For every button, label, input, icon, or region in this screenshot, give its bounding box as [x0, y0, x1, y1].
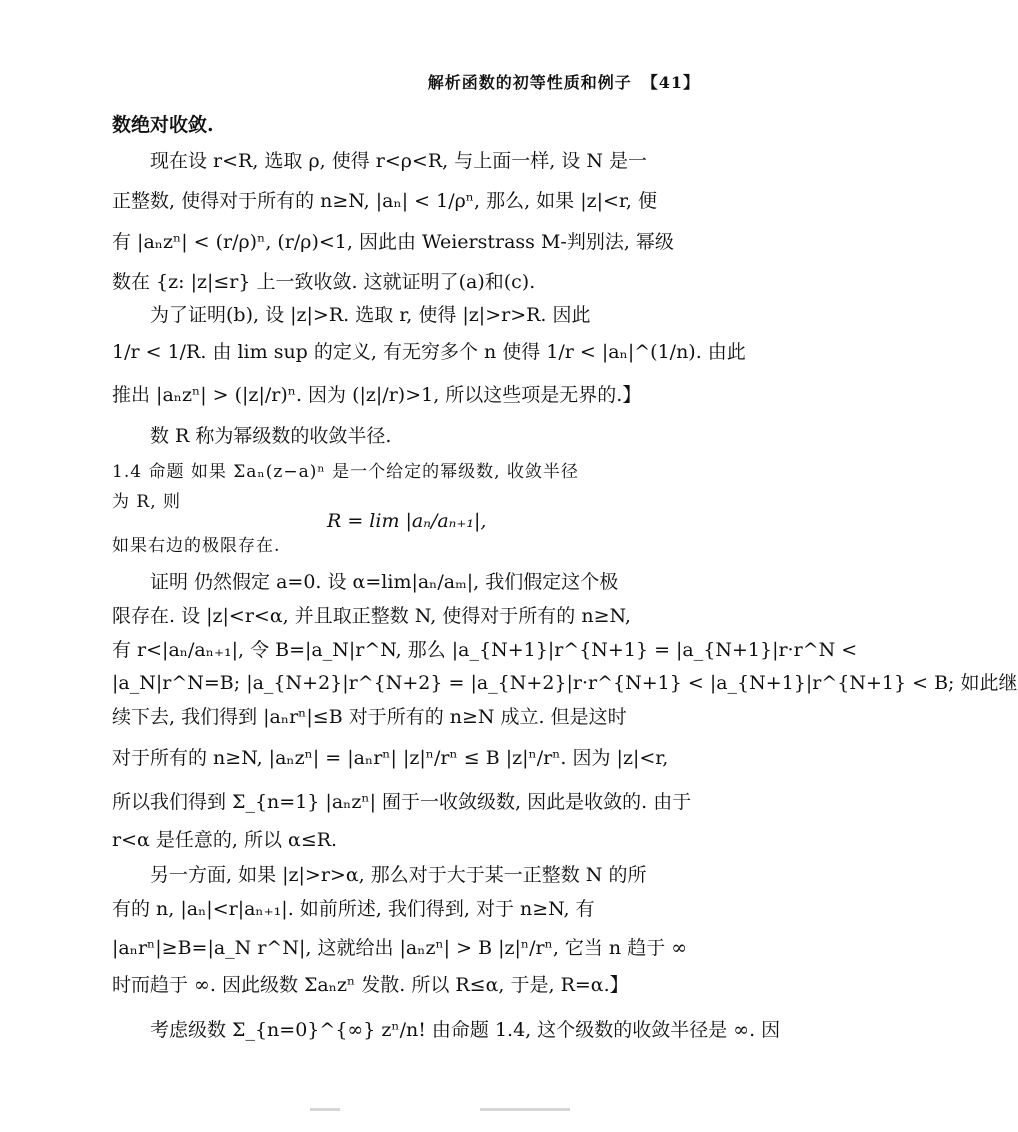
proof-heading: 证明 仍然假定 a=0. 设 α=lim|aₙ/aₘ|, 我们假定这个极: [150, 571, 619, 593]
text-line: 有 |aₙzⁿ| < (r/ρ)ⁿ, (r/ρ)<1, 因此由 Weierstrass M-判别法, 幂级: [112, 231, 674, 253]
text-line: |a_N|r^N=B; |a_{N+2}|r^{N+2} = |a_{N+2}|r·r^{N+1} < |a_{N+1}|r^{N+1} < B; 如此继: [112, 672, 1018, 694]
text-line: 限存在. 设 |z|<r<α, 并且取正整数 N, 使得对于所有的 n≥N,: [112, 605, 631, 627]
text-line: 另一方面, 如果 |z|>r>α, 那么对于大于某一正整数 N 的所: [150, 864, 647, 886]
text-line: 正整数, 使得对于所有的 n≥N, |aₙ| < 1/ρⁿ, 那么, 如果 |z|<r, 便: [112, 190, 657, 212]
text-line: 现在设 r<R, 选取 ρ, 使得 r<ρ<R, 与上面一样, 设 N 是一: [150, 150, 648, 172]
text-line: r<α 是任意的, 所以 α≤R.: [112, 829, 338, 851]
text-line: 数 R 称为幂级数的收敛半径.: [150, 425, 392, 447]
text-line: 所以我们得到 Σ_{n=1} |aₙzⁿ| 囿于一收敛级数, 因此是收敛的. 由于: [112, 791, 692, 813]
text-line: 推出 |aₙzⁿ| > (|z|/r)ⁿ. 因为 (|z|/r)>1, 所以这些项是无界的.】: [112, 384, 642, 406]
text-line: 有 r<|aₙ/aₙ₊₁|, 令 B=|a_N|r^N, 那么 |a_{N+1}|r^{N+1} = |a_{N+1}|r·r^N <: [112, 639, 858, 661]
page-number: 【41】: [641, 73, 700, 92]
text-line: |aₙrⁿ|≥B=|a_N r^N|, 这就给出 |aₙzⁿ| > B |z|ⁿ/rⁿ, 它当 n 趋于 ∞: [112, 937, 688, 959]
scan-smudge: [310, 1108, 340, 1111]
text-line: 为了证明(b), 设 |z|>R. 选取 r, 使得 |z|>r>R. 因此: [150, 304, 591, 326]
text-line: 有的 n, |aₙ|<r|aₙ₊₁|. 如前所述, 我们得到, 对于 n≥N, 有: [112, 898, 595, 920]
text-line: 如果右边的极限存在.: [112, 536, 281, 556]
text-line: 数在 {z: |z|≤r} 上一致收敛. 这就证明了(a)和(c).: [112, 271, 536, 293]
scan-smudge: [480, 1108, 570, 1111]
proposition-heading: 1.4 命题 如果 Σaₙ(z−a)ⁿ 是一个给定的幂级数, 收敛半径: [112, 462, 579, 482]
text-line: 对于所有的 n≥N, |aₙzⁿ| = |aₙrⁿ| |z|ⁿ/rⁿ ≤ B |z|ⁿ/rⁿ. 因为 |z|<r,: [112, 747, 669, 769]
header-title: 解析函数的初等性质和例子: [427, 73, 632, 92]
text-line: 1/r < 1/R. 由 lim sup 的定义, 有无穷多个 n 使得 1/r < |aₙ|^(1/n). 由此: [112, 341, 746, 363]
text-line: 数绝对收敛.: [112, 114, 214, 136]
text-line: 考虑级数 Σ_{n=0}^{∞} zⁿ/n! 由命题 1.4, 这个级数的收敛半径是 ∞. 因: [150, 1019, 781, 1041]
formula: R = lim |aₙ/aₙ₊₁|,: [327, 510, 487, 532]
running-header: [428, 70, 700, 93]
text-line: 时而趋于 ∞. 因此级数 Σaₙzⁿ 发散. 所以 R≤α, 于是, R=α.】: [112, 974, 629, 996]
text-line: 续下去, 我们得到 |aₙrⁿ|≤B 对于所有的 n≥N 成立. 但是这时: [112, 706, 627, 728]
text-line: 为 R, 则: [112, 492, 182, 512]
